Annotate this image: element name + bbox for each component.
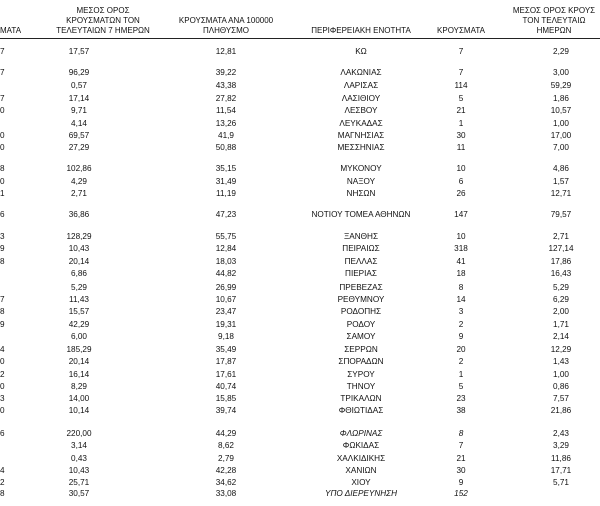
- row-id-fragment: 0: [0, 177, 5, 186]
- region-name: ΦΛΩΡΙΝΑΣ: [339, 429, 383, 438]
- region-name: ΦΩΚΙΔΑΣ: [342, 441, 380, 450]
- avg7-right-value: 3,00: [553, 68, 569, 77]
- avg7-left-value: 5,29: [71, 283, 87, 292]
- avg7-right-value: 2,43: [553, 429, 569, 438]
- avg7-left-value: 102,86: [66, 164, 92, 173]
- cases-value: 1: [458, 370, 464, 379]
- avg7-right-value: 17,71: [550, 466, 572, 475]
- region-name: ΣΑΜΟΥ: [346, 332, 376, 341]
- avg7-right-value: 12,71: [550, 189, 572, 198]
- avg7-left-value: 17,14: [68, 94, 90, 103]
- region-name: ΠΕΙΡΑΙΩΣ: [342, 244, 380, 253]
- avg7-left-value: 20,14: [68, 357, 90, 366]
- cases-value: 30: [456, 131, 466, 140]
- row-id-fragment: 2: [0, 478, 5, 487]
- avg7-left-value: 3,14: [71, 441, 87, 450]
- avg7-left-value: 0,43: [71, 454, 87, 463]
- avg7-left-value: 2,71: [71, 189, 87, 198]
- cases-value: 38: [456, 406, 466, 415]
- cases-value: 20: [456, 345, 466, 354]
- region-name: ΤΡΙΚΑΛΩΝ: [340, 394, 382, 403]
- row-id-fragment: 6: [0, 429, 5, 438]
- per100k-value: 15,85: [215, 394, 237, 403]
- avg7-right-value: 1,00: [553, 119, 569, 128]
- per100k-value: 34,62: [215, 478, 237, 487]
- per100k-value: 39,74: [215, 406, 237, 415]
- cases-value: 2: [458, 320, 464, 329]
- cases-value: 23: [456, 394, 466, 403]
- cases-value: 6: [458, 177, 464, 186]
- avg7-right-value: 2,00: [553, 307, 569, 316]
- avg7-right-value: 2,71: [553, 232, 569, 241]
- row-id-fragment: 7: [0, 47, 5, 56]
- avg7-right-value: 10,57: [550, 106, 572, 115]
- avg7-right-value: 127,14: [548, 244, 574, 253]
- region-name: ΧΙΟΥ: [351, 478, 371, 487]
- row-id-fragment: 3: [0, 232, 5, 241]
- cases-value: 7: [458, 68, 464, 77]
- avg7-left-value: 69,57: [68, 131, 90, 140]
- cases-value: 11: [456, 143, 466, 152]
- avg7-left-value: 17,57: [68, 47, 90, 56]
- region-name: ΛΕΣΒΟΥ: [344, 106, 378, 115]
- region-name: ΠΙΕΡΙΑΣ: [345, 269, 377, 278]
- row-id-fragment: 8: [0, 307, 5, 316]
- row-id-fragment: 7: [0, 68, 5, 77]
- region-name: ΜΑΓΝΗΣΙΑΣ: [337, 131, 385, 140]
- per100k-value: 11,54: [216, 106, 236, 115]
- row-id-fragment: 8: [0, 257, 5, 266]
- avg7-left-value: 36,86: [68, 210, 90, 219]
- cases-value: 9: [458, 478, 464, 487]
- avg7-right-value: 11,86: [551, 454, 571, 463]
- avg7-right-value: 1,00: [553, 370, 569, 379]
- avg7-right-value: 5,29: [553, 283, 569, 292]
- row-id-fragment: 8: [0, 164, 5, 173]
- cases-value: 8: [458, 283, 464, 292]
- region-name: ΣΕΡΡΩΝ: [344, 345, 378, 354]
- avg7-left-value: 10,14: [68, 406, 90, 415]
- row-id-fragment: 9: [0, 244, 5, 253]
- avg7-right-value: 4,86: [553, 164, 569, 173]
- avg7-right-value: 0,86: [553, 382, 569, 391]
- avg7-right-value: 1,86: [553, 94, 569, 103]
- row-id-fragment: 1: [0, 189, 5, 198]
- cases-value: 8: [458, 429, 464, 438]
- row-id-fragment: 9: [0, 320, 5, 329]
- avg7-right-value: 79,57: [550, 210, 572, 219]
- avg7-right-value: 21,86: [550, 406, 572, 415]
- per100k-value: 8,62: [218, 441, 234, 450]
- per100k-value: 40,74: [215, 382, 237, 391]
- avg7-left-value: 128,29: [66, 232, 92, 241]
- avg7-right-value: 2,14: [553, 332, 569, 341]
- region-name: ΧΑΛΚΙΔΙΚΗΣ: [336, 454, 386, 463]
- avg7-right-value: 6,29: [553, 295, 569, 304]
- per100k-value: 31,49: [215, 177, 237, 186]
- row-id-fragment: 4: [0, 345, 5, 354]
- region-name: ΧΑΝΙΩΝ: [345, 466, 377, 475]
- region-name: ΝΗΣΩΝ: [346, 189, 376, 198]
- header-cases: ΚΡΟΥΣΜΑΤΑ: [437, 26, 485, 35]
- per100k-value: 23,47: [215, 307, 237, 316]
- cases-value: 14: [456, 295, 466, 304]
- region-name: ΥΠΟ ΔΙΕΡΕΥΝΗΣΗ: [325, 489, 397, 498]
- avg7-left-value: 30,57: [68, 489, 90, 498]
- per100k-value: 47,23: [215, 210, 237, 219]
- cases-value: 30: [456, 466, 466, 475]
- header-per100k: ΚΡΟΥΣΜΑΤΑ ΑΝΑ 100000 ΠΛΗΘΥΣΜΟ: [178, 16, 274, 35]
- per100k-value: 19,31: [215, 320, 237, 329]
- avg7-left-value: 10,43: [68, 244, 90, 253]
- avg7-left-value: 185,29: [66, 345, 92, 354]
- avg7-right-value: 1,71: [553, 320, 569, 329]
- avg7-right-value: 1,57: [553, 177, 569, 186]
- region-name: ΡΟΔΟΥ: [346, 320, 376, 329]
- cases-value: 2: [458, 357, 464, 366]
- avg7-left-value: 27,29: [68, 143, 90, 152]
- region-name: ΡΕΘΥΜΝΟΥ: [337, 295, 385, 304]
- header-left-partial: ΜΑΤΑ: [0, 26, 22, 35]
- avg7-right-value: 16,43: [550, 269, 572, 278]
- avg7-left-value: 220,00: [66, 429, 92, 438]
- avg7-right-value: 12,29: [550, 345, 572, 354]
- avg7-left-value: 42,29: [68, 320, 90, 329]
- row-id-fragment: 0: [0, 143, 5, 152]
- avg7-left-value: 8,29: [71, 382, 87, 391]
- region-name: ΝΑΞΟΥ: [346, 177, 376, 186]
- per100k-value: 9,18: [218, 332, 234, 341]
- avg7-left-value: 20,14: [68, 257, 90, 266]
- cases-value: 1: [458, 119, 464, 128]
- avg7-left-value: 4,29: [71, 177, 87, 186]
- per100k-value: 35,49: [215, 345, 237, 354]
- per100k-value: 12,84: [215, 244, 237, 253]
- per100k-value: 50,88: [215, 143, 237, 152]
- cases-value: 10: [456, 232, 466, 241]
- row-id-fragment: 0: [0, 131, 5, 140]
- per100k-value: 42,28: [215, 466, 237, 475]
- avg7-right-value: 5,71: [553, 478, 569, 487]
- row-id-fragment: 0: [0, 382, 5, 391]
- per100k-value: 43,38: [215, 81, 237, 90]
- cases-value: 21: [456, 454, 466, 463]
- per100k-value: 11,19: [216, 189, 236, 198]
- cases-value: 3: [458, 307, 464, 316]
- per100k-value: 35,15: [215, 164, 237, 173]
- avg7-left-value: 9,71: [71, 106, 87, 115]
- header-avg7-right: ΜΕΣΟΣ ΟΡΟΣ ΚΡΟΥΣ ΤΟΝ ΤΕΛΕΥΤΑΙΩ ΗΜΕΡΩΝ: [512, 6, 596, 35]
- avg7-right-value: 3,29: [553, 441, 569, 450]
- per100k-value: 13,26: [215, 119, 237, 128]
- avg7-right-value: 59,29: [550, 81, 572, 90]
- row-id-fragment: 3: [0, 394, 5, 403]
- avg7-right-value: 7,00: [553, 143, 569, 152]
- per100k-value: 26,99: [215, 283, 237, 292]
- per100k-value: 2,79: [218, 454, 234, 463]
- header-region: ΠΕΡΙΦΕΡΕΙΑΚΗ ΕΝΟΤΗΤΑ: [311, 26, 411, 35]
- cases-value: 26: [456, 189, 466, 198]
- region-name: ΛΑΣΙΘΙΟΥ: [341, 94, 381, 103]
- cases-value: 5: [458, 382, 464, 391]
- cases-value: 152: [454, 489, 468, 498]
- region-name: ΠΕΛΛΑΣ: [344, 257, 378, 266]
- region-name: ΠΡΕΒΕΖΑΣ: [339, 283, 383, 292]
- cases-value: 9: [458, 332, 464, 341]
- row-id-fragment: 0: [0, 406, 5, 415]
- cases-value: 114: [454, 81, 468, 90]
- cases-value: 147: [454, 210, 468, 219]
- region-name: ΝΟΤΙΟΥ ΤΟΜΕΑ ΑΘΗΝΩΝ: [311, 210, 411, 219]
- per100k-value: 44,82: [215, 269, 237, 278]
- avg7-left-value: 10,43: [68, 466, 90, 475]
- cases-value: 10: [456, 164, 466, 173]
- region-name: ΛΑΡΙΣΑΣ: [343, 81, 379, 90]
- region-name: ΦΘΙΩΤΙΔΑΣ: [338, 406, 384, 415]
- avg7-right-value: 1,43: [553, 357, 569, 366]
- row-id-fragment: 0: [0, 357, 5, 366]
- avg7-left-value: 25,71: [68, 478, 90, 487]
- avg7-right-value: 17,86: [550, 257, 572, 266]
- per100k-value: 39,22: [215, 68, 237, 77]
- region-name: ΜΥΚΟΝΟΥ: [340, 164, 382, 173]
- region-name: ΡΟΔΟΠΗΣ: [340, 307, 382, 316]
- per100k-value: 17,87: [215, 357, 237, 366]
- header-divider: [0, 38, 600, 39]
- cases-value: 41: [456, 257, 466, 266]
- row-id-fragment: 8: [0, 489, 5, 498]
- cases-value: 318: [454, 244, 468, 253]
- row-id-fragment: 6: [0, 210, 5, 219]
- row-id-fragment: 0: [0, 106, 5, 115]
- avg7-right-value: 7,57: [553, 394, 569, 403]
- avg7-right-value: 2,29: [553, 47, 569, 56]
- avg7-left-value: 11,43: [69, 295, 89, 304]
- per100k-value: 44,29: [215, 429, 237, 438]
- header-avg7-left: ΜΕΣΟΣ ΟΡΟΣ ΚΡΟΥΣΜΑΤΩΝ ΤΟΝ ΤΕΛΕΥΤΑΙΩΝ 7 ΗΜΕΡΩΝ: [56, 6, 150, 35]
- per100k-value: 27,82: [215, 94, 237, 103]
- cases-value: 7: [458, 47, 464, 56]
- avg7-left-value: 0,57: [71, 81, 87, 90]
- avg7-left-value: 6,00: [71, 332, 87, 341]
- row-id-fragment: 7: [0, 94, 5, 103]
- per100k-value: 10,67: [215, 295, 237, 304]
- per100k-value: 17,61: [215, 370, 237, 379]
- cases-value: 7: [458, 441, 464, 450]
- avg7-right-value: 17,00: [550, 131, 572, 140]
- cases-value: 21: [456, 106, 466, 115]
- region-name: ΞΑΝΘΗΣ: [343, 232, 379, 241]
- row-id-fragment: 2: [0, 370, 5, 379]
- region-name: ΛΑΚΩΝΙΑΣ: [340, 68, 382, 77]
- row-id-fragment: 4: [0, 466, 5, 475]
- avg7-left-value: 6,86: [71, 269, 87, 278]
- avg7-left-value: 15,57: [68, 307, 90, 316]
- region-name: ΚΩ: [355, 47, 367, 56]
- region-name: ΣΥΡΟΥ: [347, 370, 375, 379]
- per100k-value: 18,03: [215, 257, 237, 266]
- avg7-left-value: 14,00: [68, 394, 90, 403]
- avg7-left-value: 16,14: [68, 370, 90, 379]
- region-name: ΣΠΟΡΑΔΩΝ: [338, 357, 384, 366]
- cases-value: 5: [458, 94, 464, 103]
- cases-value: 18: [456, 269, 466, 278]
- avg7-left-value: 4,14: [71, 119, 87, 128]
- region-name: ΤΗΝΟΥ: [346, 382, 376, 391]
- region-name: ΛΕΥΚΑΔΑΣ: [339, 119, 383, 128]
- avg7-left-value: 96,29: [68, 68, 90, 77]
- row-id-fragment: 7: [0, 295, 5, 304]
- per100k-value: 41,9: [218, 131, 234, 140]
- per100k-value: 55,75: [215, 232, 237, 241]
- region-name: ΜΕΣΣΗΝΙΑΣ: [337, 143, 385, 152]
- per100k-value: 12,81: [215, 47, 237, 56]
- per100k-value: 33,08: [215, 489, 237, 498]
